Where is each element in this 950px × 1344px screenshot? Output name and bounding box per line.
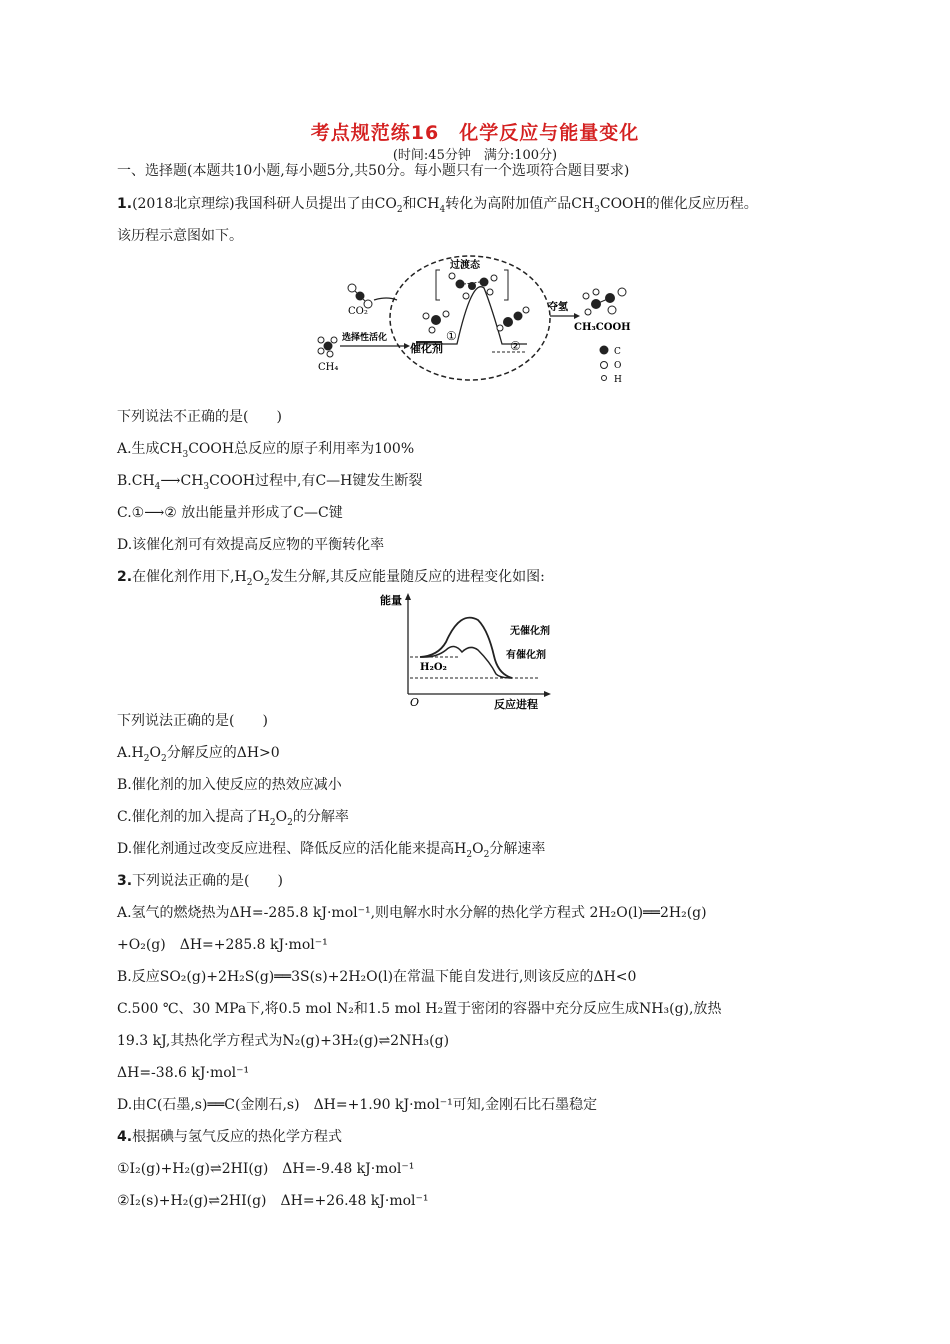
q1-a-pre: A.生成CH	[117, 441, 183, 457]
catalyst-label: 催化剂	[410, 342, 443, 355]
q1-option-d: D.该催化剂可有效提高反应物的平衡转化率	[117, 537, 385, 553]
legend-carbon: C	[614, 347, 621, 357]
q2-c-mid: O	[275, 809, 288, 825]
q3-option-b: B.反应SO₂(g)+2H₂S(g)══3S(s)+2H₂O(l)在常温下能自发进行,则该反应的ΔH<0	[117, 969, 637, 985]
legend-carbon-dot	[600, 346, 609, 355]
select-activation-label: 选择性活化	[342, 333, 388, 343]
q3-option-d: D.由C(石墨,s)══C(金刚石,s) ΔH=+1.90 kJ·mol⁻¹可知,金刚石比石墨稳定	[117, 1097, 598, 1113]
q2-c-pre: C.催化剂的加入提高了H	[117, 809, 270, 825]
ch4-label: CH₄	[318, 362, 339, 373]
page-subtitle: (时间:45分钟 满分:100分)	[392, 148, 558, 163]
section-heading: 一、选择题(本题共10小题,每小题5分,共50分。每小题只有一个选项符合题目要求)	[117, 163, 630, 179]
q4-equation-1: ①I₂(g)+H₂(g)⇌2HI(g) ΔH=-9.48 kJ·mol⁻¹	[117, 1161, 415, 1177]
legend-hydrogen: H	[614, 375, 622, 385]
q1-text-a: (2018北京理综)我国科研人员提出了由CO	[132, 196, 397, 212]
q1-a-post: COOH总反应的原子利用率为100%	[188, 441, 415, 457]
q3-number: 3.	[117, 873, 133, 889]
co2-label: CO₂	[348, 306, 368, 317]
q1-ask: 下列说法不正确的是( )	[117, 409, 282, 425]
intermediate-1	[416, 311, 449, 342]
marker-1: ①	[446, 329, 457, 343]
product-label: CH₃COOH	[574, 322, 631, 333]
q2-text-a: 在催化剂作用下,H	[132, 569, 247, 585]
q2-ask: 下列说法正确的是( )	[117, 713, 268, 729]
q3-stem	[117, 872, 283, 890]
co2-molecule	[348, 284, 372, 308]
marker-2: ②	[510, 339, 521, 353]
q1-b-post: COOH过程中,有C—H键发生断裂	[209, 473, 423, 489]
q2-a-pre: A.H	[117, 745, 144, 761]
q4-equation-2: ②I₂(s)+H₂(g)⇌2HI(g) ΔH=+26.48 kJ·mol⁻¹	[117, 1193, 429, 1209]
q1-b-mid: CH	[180, 473, 204, 489]
q3-option-c-line2: 19.3 kJ,其热化学方程式为N₂(g)+3H₂(g)⇌2NH₃(g)	[117, 1033, 450, 1049]
q2-d-mid: O	[472, 841, 484, 857]
q1-stem: 1.(2018北京理综)我国科研人员提出了由$CO_2$和$CH_4$转化为高附加值产品$CH_3COOH$的催化反应历程。	[117, 196, 758, 215]
q2-a-post: 分解反应的ΔH>0	[166, 745, 280, 761]
q2-option-c: C.催化剂的加入提高了$H_2O_2$的分解率	[117, 809, 349, 828]
q2-number: 2.	[117, 569, 133, 585]
q2-option-a: $A.H_2O_2$分解反应的ΔH>0	[117, 745, 280, 764]
q2-d-pre: D.催化剂通过改变反应进程、降低反应的活化能来提高H	[117, 841, 467, 857]
q1-b-pre: B.CH	[117, 473, 155, 489]
page-title: 考点规范练16 化学反应与能量变化	[310, 122, 640, 144]
q1-number: 1.	[117, 196, 133, 212]
q2-a-mid: O	[149, 745, 161, 761]
q1-text-c: 转化为高附加值产品CH	[445, 196, 595, 212]
q2-option-b: B.催化剂的加入使反应的热效应减小	[117, 777, 342, 793]
q1-c-pre: C.①	[117, 505, 145, 521]
q3-option-c-line1: C.500 ℃、30 MPa下,将0.5 mol N₂和1.5 mol H₂置于密闭的容器中充分反应生成NH₃(g),放热	[117, 1001, 722, 1017]
q2-c-post: 的分解率	[292, 809, 349, 825]
q3-ask: 下列说法正确的是( )	[132, 873, 283, 889]
dehydrogenation-label: 夺氢	[548, 302, 568, 313]
q2-d-post: 分解速率	[489, 841, 546, 857]
reactant-label: H₂O₂	[420, 662, 447, 673]
reaction-circle	[390, 256, 550, 380]
q1-text-d: COOH的催化反应历程。	[599, 196, 758, 212]
uncatalyzed-label: 无催化剂	[510, 626, 550, 637]
transition-state-molecule	[449, 273, 497, 299]
legend-oxygen: O	[614, 361, 622, 371]
q2-text-b: O	[252, 569, 264, 585]
q1-option-c	[117, 504, 343, 522]
q2-option-d: D.催化剂通过改变反应进程、降低反应的活化能来提高$H_2O_2$分解速率	[117, 841, 546, 860]
q1-option-a: A.生成$CH_3COOH$总反应的原子利用率为100%	[117, 441, 415, 460]
q2-text-c: 发生分解,其反应能量随反应的进程变化如图:	[269, 569, 545, 585]
q4-number: 4.	[117, 1129, 133, 1145]
q1-text-b: 和CH	[402, 196, 440, 212]
q1-option-b: $B.CH_4⟶CH_3COOH$过程中,有C—H键发生断裂	[117, 473, 423, 492]
q3-option-a-line1: A.氢气的燃烧热为ΔH=-285.8 kJ·mol⁻¹,则电解水时水分解的热化学方程式 2H₂O(l)══2H₂(g)	[117, 905, 707, 921]
intermediate-2	[497, 307, 529, 331]
q2-stem: 2.在催化剂作用下$,H_2O_2$发生分解,其反应能量随反应的进程变化如图:	[117, 569, 545, 588]
legend-oxygen-dot	[601, 362, 608, 369]
catalyzed-label: 有催化剂	[506, 650, 546, 661]
legend-hydrogen-dot	[602, 376, 607, 381]
arrow-icon: ⟶	[144, 505, 165, 521]
q4-text: 根据碘与氢气反应的热化学方程式	[132, 1129, 343, 1145]
q3-option-a-line2: +O₂(g) ΔH=+285.8 kJ·mol⁻¹	[117, 937, 328, 953]
q3-option-c-line3: ΔH=-38.6 kJ·mol⁻¹	[117, 1065, 250, 1081]
ch3cooh-molecule	[583, 288, 626, 315]
transition-state-label: 过渡态	[450, 260, 480, 271]
origin-label: O	[410, 696, 420, 709]
q1-stem-line2: 该历程示意图如下。	[117, 228, 243, 244]
y-axis-label: 能量	[380, 594, 402, 607]
q1-c-post: ② 放出能量并形成了C—C键	[164, 505, 343, 521]
ch4-molecule	[318, 337, 337, 357]
x-axis-label: 反应进程	[494, 698, 538, 711]
q2-energy-diagram	[380, 590, 570, 712]
arrow-icon: ⟶	[160, 473, 181, 489]
q4-stem	[117, 1128, 342, 1146]
q1-reaction-diagram	[312, 248, 642, 388]
